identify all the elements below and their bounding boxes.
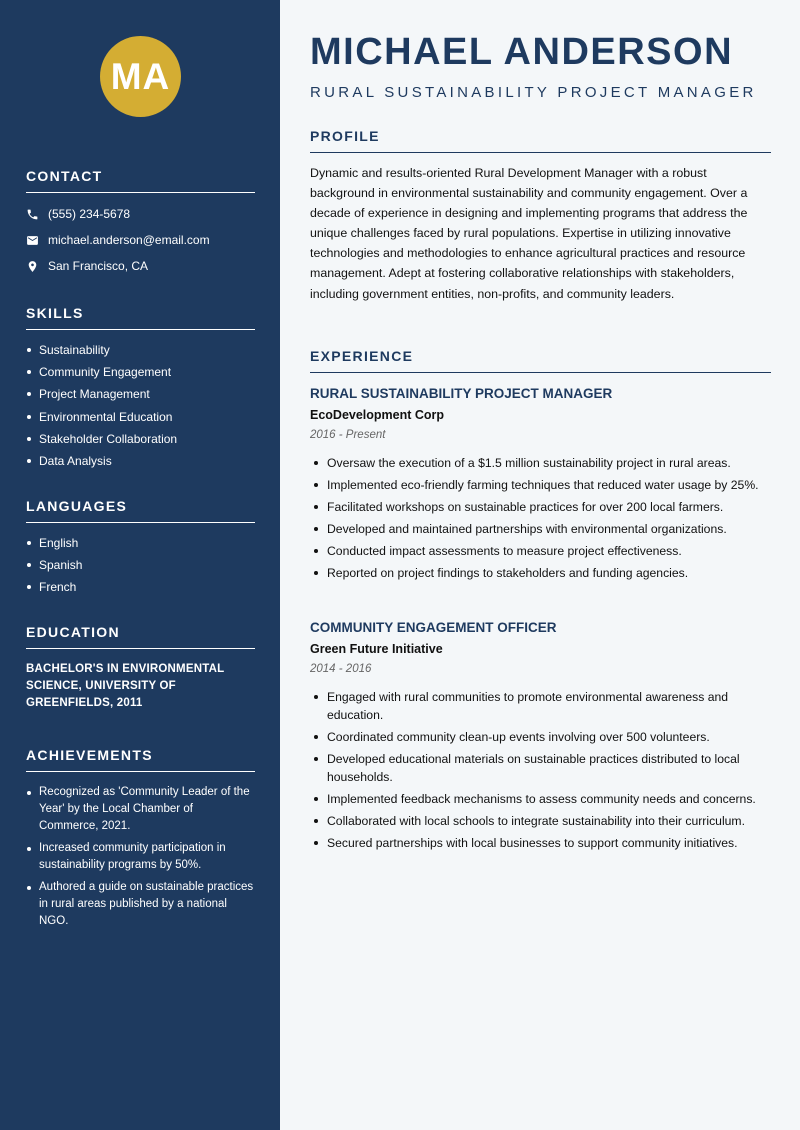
achievements-heading: ACHIEVEMENTS	[26, 747, 255, 772]
education-degree: BACHELOR'S IN ENVIRONMENTAL SCIENCE, UNIVERSITY OF GREENFIELDS, 2011	[26, 663, 225, 709]
contact-heading: CONTACT	[26, 168, 255, 193]
profile-summary: Dynamic and results-oriented Rural Development Manager with a robust background in environmental sustainability and community engagement. Over a decade of experience in designing and implementing programs that address the unique challenges faced by rural populations. Expertise in utilizing innovative technologies and methodologies to enhance agricultural practices and resource management. Adept at fostering collaborative relationships with stakeholders, including government entities, non-profits, and community leaders.	[310, 166, 748, 301]
job-bullets	[310, 688, 771, 852]
language-item: French	[26, 579, 255, 601]
skill-item: Stakeholder Collaboration	[26, 431, 255, 453]
email-text: michael.anderson@email.com	[48, 233, 210, 247]
contact-section	[26, 168, 255, 283]
skills-list	[26, 342, 255, 475]
skill-item: Environmental Education	[26, 409, 255, 431]
education-section	[26, 624, 255, 712]
skill-item: Data Analysis	[26, 453, 255, 475]
person-name: MICHAEL ANDERSON	[310, 31, 734, 73]
person-title: RURAL SUSTAINABILITY PROJECT MANAGER	[310, 84, 757, 101]
job-bullet: Facilitated workshops on sustainable practices for over 200 local farmers.	[310, 498, 771, 516]
skill-item: Community Engagement	[26, 364, 255, 386]
achievement-item: Increased community participation in sustainability programs by 50%.	[26, 840, 255, 874]
job-bullet: Reported on project findings to stakeholders and funding agencies.	[310, 564, 771, 582]
job-bullets	[310, 454, 771, 582]
experience-heading: EXPERIENCE	[310, 348, 771, 373]
mail-icon	[26, 234, 39, 247]
education-heading: EDUCATION	[26, 624, 255, 649]
job-entry	[310, 620, 771, 856]
location-pin-icon	[26, 260, 39, 273]
phone-text: (555) 234-5678	[48, 207, 131, 221]
job-bullet: Engaged with rural communities to promote environmental awareness and education.	[310, 688, 771, 724]
skills-section	[26, 305, 255, 475]
skill-item: Sustainability	[26, 342, 255, 364]
achievement-item: Recognized as 'Community Leader of the Year' by the Local Chamber of Commerce, 2021.	[26, 784, 255, 835]
job-bullet: Developed educational materials on sustainable practices distributed to local households.	[310, 750, 771, 786]
contact-email	[26, 231, 255, 249]
profile-heading: PROFILE	[310, 128, 771, 153]
job-bullet: Implemented feedback mechanisms to assess community needs and concerns.	[310, 790, 771, 808]
job-dates: 2016 - Present	[310, 429, 386, 441]
skill-item: Project Management	[26, 386, 255, 408]
job-bullet: Oversaw the execution of a $1.5 million sustainability project in rural areas.	[310, 454, 771, 472]
job-bullet: Coordinated community clean-up events involving over 500 volunteers.	[310, 728, 771, 746]
job-company: Green Future Initiative	[310, 642, 443, 656]
job-bullet: Collaborated with local schools to integrate sustainability into their curriculum.	[310, 812, 771, 830]
language-item: English	[26, 535, 255, 557]
skills-heading: SKILLS	[26, 305, 255, 330]
job-role: COMMUNITY ENGAGEMENT OFFICER	[310, 620, 557, 635]
location-text: San Francisco, CA	[48, 259, 149, 273]
achievements-list	[26, 784, 255, 930]
languages-heading: LANGUAGES	[26, 498, 255, 523]
job-bullet: Secured partnerships with local businesses to support community initiatives.	[310, 834, 771, 852]
job-dates: 2014 - 2016	[310, 663, 372, 675]
languages-section	[26, 498, 255, 602]
contact-phone	[26, 205, 255, 223]
language-item: Spanish	[26, 557, 255, 579]
achievements-section	[26, 747, 255, 935]
job-company: EcoDevelopment Corp	[310, 408, 445, 422]
achievement-item: Authored a guide on sustainable practices in rural areas published by a national NGO.	[26, 879, 255, 930]
avatar: MA	[100, 36, 181, 117]
job-entry	[310, 386, 771, 586]
contact-location	[26, 257, 255, 275]
job-bullet: Conducted impact assessments to measure project effectiveness.	[310, 542, 771, 560]
languages-list	[26, 535, 255, 602]
sidebar	[0, 0, 280, 1130]
job-bullet: Developed and maintained partnerships with environmental organizations.	[310, 520, 771, 538]
job-bullet: Implemented eco-friendly farming techniques that reduced water usage by 25%.	[310, 476, 771, 494]
job-role: RURAL SUSTAINABILITY PROJECT MANAGER	[310, 386, 613, 401]
phone-icon	[26, 208, 39, 221]
